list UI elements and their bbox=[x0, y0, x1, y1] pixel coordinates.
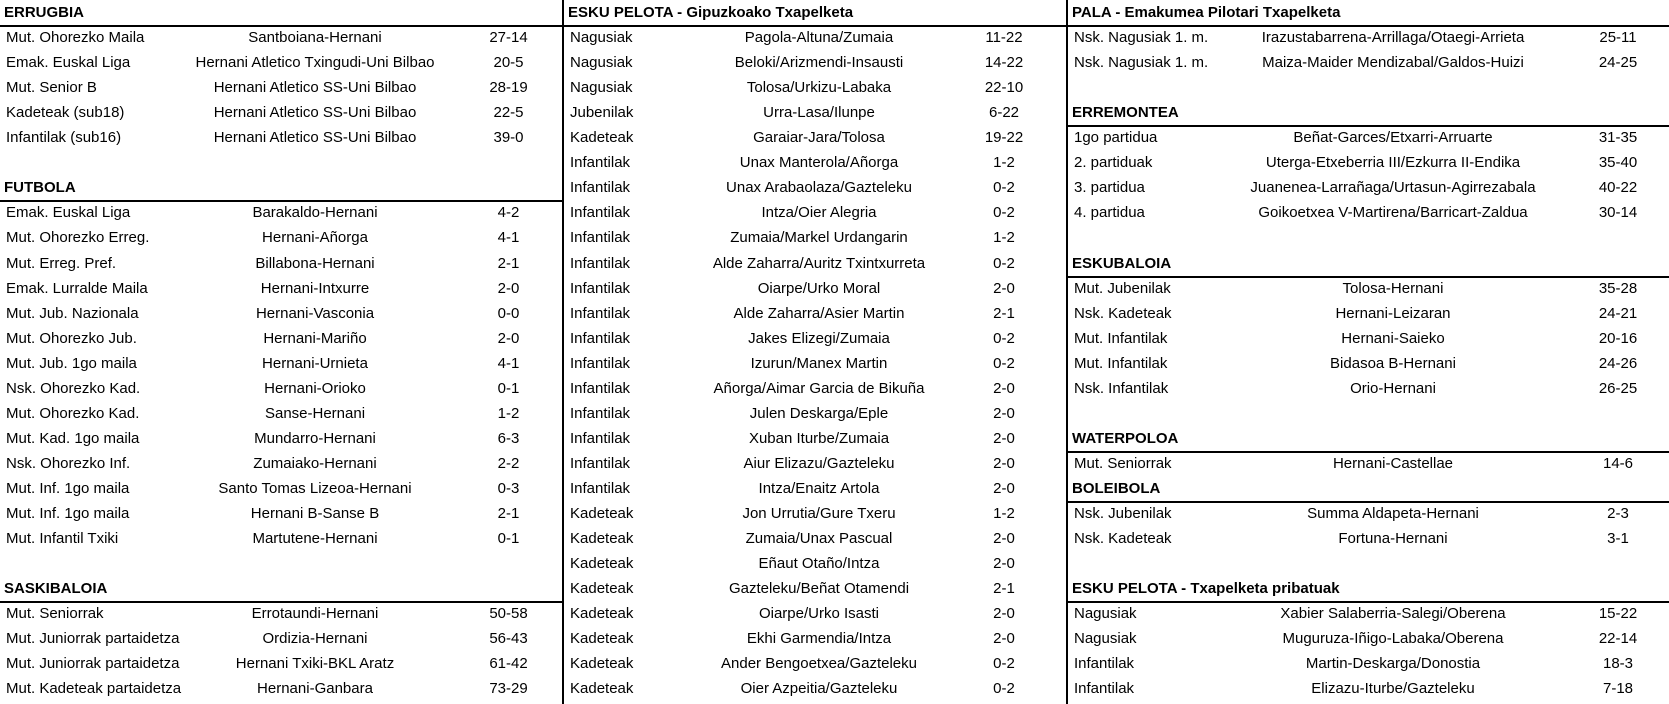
match-score: 24-25 bbox=[1598, 54, 1638, 72]
match-teams: Hernani-Ganbara bbox=[257, 680, 373, 698]
result-row bbox=[1068, 200, 1669, 225]
result-row bbox=[0, 75, 563, 100]
result-row bbox=[564, 376, 1069, 401]
match-teams: Hernani-Leizaran bbox=[1335, 304, 1451, 322]
match-teams: Sanse-Hernani bbox=[264, 404, 366, 422]
match-score: 2-0 bbox=[497, 279, 520, 297]
match-teams: Hernani-Castellae bbox=[1332, 454, 1454, 472]
result-row bbox=[564, 150, 1069, 175]
result-row bbox=[0, 276, 563, 301]
category-label: Nagusiak bbox=[570, 79, 633, 97]
section-header bbox=[1068, 476, 1669, 503]
match-score: 24-26 bbox=[1598, 354, 1638, 372]
match-teams: Jon Urrutia/Gure Txeru bbox=[742, 505, 896, 522]
result-row bbox=[564, 526, 1069, 551]
category-label: 4. partidua bbox=[1074, 204, 1145, 222]
result-row bbox=[564, 25, 1069, 50]
result-row bbox=[564, 175, 1069, 200]
result-row bbox=[0, 376, 563, 401]
result-row bbox=[564, 576, 1069, 601]
section-header bbox=[1068, 0, 1669, 27]
result-row bbox=[564, 401, 1069, 426]
category-label: Kadeteak bbox=[570, 680, 634, 698]
category-label: Kadeteak bbox=[570, 129, 634, 147]
category-label: Mut. Ohorezko Kad. bbox=[6, 404, 140, 422]
category-label: Infantilak bbox=[570, 454, 631, 472]
match-teams: Errotaundi-Hernani bbox=[251, 605, 379, 623]
match-score: 4-1 bbox=[497, 354, 520, 372]
match-score: 1-2 bbox=[993, 154, 1015, 172]
category-label: Mut. Erreg. Pref. bbox=[6, 254, 117, 272]
category-label: Mut. Kad. 1go maila bbox=[6, 429, 140, 447]
match-teams: Pagola-Altuna/Zumaia bbox=[744, 29, 894, 47]
category-label: Infantilak bbox=[570, 154, 631, 172]
match-teams: Hernani Atletico Txingudi-Uni Bilbao bbox=[195, 54, 435, 72]
result-row bbox=[1068, 326, 1669, 351]
match-teams: Billabona-Hernani bbox=[255, 254, 375, 272]
category-label: Infantilak bbox=[570, 254, 631, 272]
match-teams: Bidasoa B-Hernani bbox=[1330, 354, 1456, 372]
match-score: 2-1 bbox=[497, 505, 520, 522]
match-score: 6-3 bbox=[497, 429, 520, 447]
match-teams: Hernani Atletico SS-Uni Bilbao bbox=[213, 104, 417, 122]
category-label: 1go partidua bbox=[1074, 129, 1158, 147]
match-score: 2-0 bbox=[993, 555, 1015, 573]
match-teams: Xabier Salaberria-Salegi/Oberena bbox=[1280, 605, 1506, 623]
result-row bbox=[564, 100, 1069, 125]
match-score: 14-22 bbox=[984, 54, 1024, 72]
match-score: 3-1 bbox=[1607, 530, 1629, 548]
match-teams: Beloki/Arizmendi-Insausti bbox=[734, 54, 904, 72]
result-row bbox=[0, 225, 563, 250]
match-teams: Martutene-Hernani bbox=[252, 530, 378, 548]
category-label: 2. partiduak bbox=[1074, 154, 1153, 172]
match-teams: Izurun/Manex Martin bbox=[750, 354, 888, 372]
result-row bbox=[0, 451, 563, 476]
category-label: Jubenilak bbox=[570, 104, 634, 122]
category-label: Mut. Seniorrak bbox=[6, 605, 104, 623]
section-title: WATERPOLOA bbox=[1072, 429, 1179, 447]
match-score: 1-2 bbox=[993, 505, 1015, 522]
match-teams: Oiarpe/Urko Moral bbox=[757, 279, 881, 297]
match-teams: Hernani Atletico SS-Uni Bilbao bbox=[213, 129, 417, 147]
match-teams: Mundarro-Hernani bbox=[254, 429, 376, 447]
match-score: 2-0 bbox=[993, 530, 1015, 548]
match-score: 26-25 bbox=[1598, 379, 1638, 397]
match-teams: Tolosa/Urkizu-Labaka bbox=[746, 79, 892, 97]
match-teams: Alde Zaharra/Asier Martin bbox=[733, 304, 905, 322]
match-teams: Oiarpe/Urko Isasti bbox=[758, 605, 880, 623]
match-teams: Alde Zaharra/Auritz Txintxurreta bbox=[712, 254, 926, 272]
column-2 bbox=[562, 0, 1069, 704]
match-teams: Urra-Lasa/Ilunpe bbox=[763, 104, 875, 122]
match-teams: Aiur Elizazu/Gazteleku bbox=[743, 454, 895, 472]
result-row bbox=[0, 351, 563, 376]
category-label: Infantilak bbox=[570, 279, 631, 297]
section-title: ESKUBALOIA bbox=[1072, 254, 1172, 272]
match-score: 39-0 bbox=[493, 129, 524, 147]
result-row bbox=[1068, 276, 1669, 301]
category-label: Infantilak bbox=[570, 479, 631, 497]
category-label: Emak. Euskal Liga bbox=[6, 54, 131, 72]
result-row bbox=[0, 401, 563, 426]
section-header bbox=[1068, 100, 1669, 127]
category-label: Nagusiak bbox=[1074, 630, 1137, 648]
match-score: 2-0 bbox=[993, 404, 1015, 422]
category-label: Infantilak bbox=[570, 354, 631, 372]
section-header bbox=[1068, 426, 1669, 453]
result-row bbox=[0, 125, 563, 150]
category-label: Emak. Lurralde Maila bbox=[6, 279, 148, 297]
category-label: Infantilak bbox=[570, 379, 631, 397]
result-row bbox=[564, 351, 1069, 376]
match-score: 20-5 bbox=[493, 54, 524, 72]
match-teams: Zumaia/Markel Urdangarin bbox=[730, 229, 908, 247]
section-title: PALA - Emakumea Pilotari Txapelketa bbox=[1072, 4, 1341, 21]
match-teams: Ordizia-Hernani bbox=[262, 630, 368, 648]
category-label: Mut. Infantilak bbox=[1074, 329, 1168, 347]
match-score: 7-18 bbox=[1602, 680, 1634, 698]
match-score: 2-0 bbox=[993, 379, 1015, 397]
category-label: Mut. Jub. Nazionala bbox=[6, 304, 139, 322]
result-row bbox=[564, 276, 1069, 301]
match-score: 40-22 bbox=[1598, 179, 1638, 197]
match-score: 2-1 bbox=[993, 580, 1015, 598]
match-score: 56-43 bbox=[489, 630, 528, 648]
category-label: Kadeteak bbox=[570, 655, 634, 673]
category-label: Mut. Jub. 1go maila bbox=[6, 354, 137, 372]
match-score: 2-0 bbox=[993, 479, 1015, 497]
match-score: 22-5 bbox=[493, 104, 524, 122]
category-label: Nagusiak bbox=[1074, 605, 1137, 623]
match-teams: Goikoetxea V-Martirena/Barricart-Zaldua bbox=[1258, 204, 1528, 222]
result-row bbox=[564, 501, 1069, 526]
match-teams: Zumaiako-Hernani bbox=[253, 454, 377, 472]
match-teams: Eñaut Otaño/Intza bbox=[758, 555, 880, 573]
category-label: Infantilak (sub16) bbox=[6, 129, 122, 147]
category-label: Mut. Ohorezko Erreg. bbox=[6, 229, 150, 247]
category-label: Nsk. Ohorezko Inf. bbox=[6, 454, 131, 472]
category-label: Infantilak bbox=[570, 229, 631, 247]
result-row bbox=[564, 225, 1069, 250]
category-label: Kadeteak bbox=[570, 530, 634, 548]
category-label: Kadeteak bbox=[570, 555, 634, 573]
match-teams: Intza/Enaitz Artola bbox=[758, 479, 880, 497]
match-score: 0-2 bbox=[993, 329, 1015, 347]
match-teams: Santboiana-Hernani bbox=[248, 29, 382, 47]
match-score: 2-2 bbox=[497, 454, 520, 472]
match-teams: Gazteleku/Beñat Otamendi bbox=[728, 580, 910, 598]
match-teams: Intza/Oier Alegria bbox=[761, 204, 877, 222]
result-row bbox=[1068, 601, 1669, 626]
section-header bbox=[0, 175, 563, 202]
section-header bbox=[0, 576, 563, 603]
result-row bbox=[1068, 676, 1669, 701]
match-teams: Garaiar-Jara/Tolosa bbox=[753, 129, 885, 147]
result-row bbox=[0, 50, 563, 75]
match-score: 14-6 bbox=[1602, 454, 1634, 472]
column-1 bbox=[0, 0, 563, 704]
match-teams: Jakes Elizegi/Zumaia bbox=[748, 329, 890, 347]
match-teams: Zumaia/Unax Pascual bbox=[745, 530, 893, 548]
match-teams: Fortuna-Hernani bbox=[1338, 530, 1448, 548]
category-label: 3. partidua bbox=[1074, 179, 1145, 197]
category-label: Mut. Kadeteak partaidetza bbox=[6, 680, 182, 698]
match-teams: Oier Azpeitia/Gazteleku bbox=[740, 680, 898, 698]
result-row bbox=[1068, 301, 1669, 326]
category-label: Infantilak bbox=[570, 329, 631, 347]
match-score: 2-0 bbox=[993, 605, 1015, 623]
match-teams: Irazustabarrena-Arrillaga/Otaegi-Arrieta bbox=[1261, 29, 1525, 47]
result-row bbox=[0, 626, 563, 651]
result-row bbox=[0, 25, 563, 50]
section-header bbox=[564, 0, 1069, 27]
match-score: 2-1 bbox=[497, 254, 520, 272]
match-score: 1-2 bbox=[497, 404, 520, 422]
match-score: 2-0 bbox=[993, 279, 1015, 297]
result-row bbox=[564, 426, 1069, 451]
match-teams: Juanenea-Larrañaga/Urtasun-Agirrezabala bbox=[1250, 179, 1536, 197]
match-score: 24-21 bbox=[1598, 304, 1638, 322]
category-label: Infantilak bbox=[570, 429, 631, 447]
match-score: 2-3 bbox=[1607, 505, 1629, 522]
section-title: FUTBOLA bbox=[4, 179, 76, 197]
result-row bbox=[0, 251, 563, 276]
result-row bbox=[0, 501, 563, 526]
result-row bbox=[564, 676, 1069, 701]
match-score: 15-22 bbox=[1598, 605, 1638, 623]
result-row bbox=[1068, 526, 1669, 551]
category-label: Mut. Inf. 1go maila bbox=[6, 505, 130, 522]
section-title: SASKIBALOIA bbox=[4, 580, 108, 598]
match-teams: Beñat-Garces/Etxarri-Arruarte bbox=[1293, 129, 1493, 147]
match-teams: Hernani B-Sanse B bbox=[250, 505, 380, 522]
section-title: ERRUGBIA bbox=[4, 4, 85, 21]
match-teams: Xuban Iturbe/Zumaia bbox=[748, 429, 890, 447]
result-row bbox=[0, 476, 563, 501]
match-teams: Santo Tomas Lizeoa-Hernani bbox=[218, 479, 412, 497]
match-score: 18-3 bbox=[1602, 655, 1634, 673]
match-score: 27-14 bbox=[489, 29, 528, 47]
category-label: Nsk. Nagusiak 1. m. bbox=[1074, 29, 1209, 47]
result-row bbox=[564, 301, 1069, 326]
category-label: Nsk. Nagusiak 1. m. bbox=[1074, 54, 1209, 72]
match-score: 25-11 bbox=[1599, 29, 1637, 47]
category-label: Mut. Senior B bbox=[6, 79, 97, 97]
match-teams: Hernani-Vasconia bbox=[255, 304, 375, 322]
result-row bbox=[564, 601, 1069, 626]
category-label: Nagusiak bbox=[570, 54, 633, 72]
section-header bbox=[1068, 576, 1669, 603]
result-row bbox=[564, 551, 1069, 576]
match-teams: Elizazu-Iturbe/Gazteleku bbox=[1311, 680, 1475, 698]
category-label: Nsk. Kadeteak bbox=[1074, 530, 1172, 548]
result-row bbox=[0, 526, 563, 551]
match-teams: Orio-Hernani bbox=[1350, 379, 1436, 397]
result-row bbox=[564, 626, 1069, 651]
match-teams: Hernani-Intxurre bbox=[260, 279, 370, 297]
result-row bbox=[0, 426, 563, 451]
match-teams: Uterga-Etxeberria III/Ezkurra II-Endika bbox=[1265, 154, 1521, 172]
match-teams: Hernani Txiki-BKL Aratz bbox=[235, 655, 395, 673]
match-score: 2-0 bbox=[993, 429, 1015, 447]
category-label: Mut. Juniorrak partaidetza bbox=[6, 655, 180, 673]
category-label: Nagusiak bbox=[570, 29, 633, 47]
match-score: 35-40 bbox=[1598, 154, 1638, 172]
result-row bbox=[564, 125, 1069, 150]
match-teams: Hernani-Saieko bbox=[1341, 329, 1445, 347]
match-score: 31-35 bbox=[1598, 129, 1638, 147]
match-score: 0-1 bbox=[497, 530, 520, 548]
match-teams: Unax Manterola/Añorga bbox=[739, 154, 899, 172]
result-row bbox=[0, 676, 563, 701]
match-score: 22-14 bbox=[1598, 630, 1638, 648]
category-label: Infantilak bbox=[1074, 680, 1135, 698]
match-teams: Maiza-Maider Mendizabal/Galdos-Huizi bbox=[1262, 54, 1524, 72]
match-score: 11-22 bbox=[985, 29, 1023, 47]
match-score: 61-42 bbox=[489, 655, 528, 673]
category-label: Infantilak bbox=[570, 204, 631, 222]
match-score: 0-2 bbox=[993, 354, 1015, 372]
category-label: Infantilak bbox=[570, 179, 631, 197]
result-row bbox=[564, 251, 1069, 276]
section-header bbox=[0, 0, 563, 27]
result-row bbox=[1068, 451, 1669, 476]
match-teams: Unax Arabaolaza/Gazteleku bbox=[726, 179, 912, 197]
category-label: Infantilak bbox=[570, 404, 631, 422]
match-teams: Hernani-Añorga bbox=[262, 229, 368, 247]
match-teams: Julen Deskarga/Eple bbox=[749, 404, 889, 422]
category-label: Mut. Jubenilak bbox=[1074, 279, 1171, 297]
section-title: BOLEIBOLA bbox=[1072, 479, 1161, 497]
match-score: 0-3 bbox=[497, 479, 520, 497]
match-teams: Ekhi Garmendia/Intza bbox=[746, 630, 892, 648]
result-row bbox=[564, 200, 1069, 225]
match-score: 2-1 bbox=[993, 304, 1015, 322]
category-label: Nsk. Kadeteak bbox=[1074, 304, 1172, 322]
result-row bbox=[1068, 25, 1669, 50]
section-title: ESKU PELOTA - Gipuzkoako Txapelketa bbox=[568, 4, 854, 21]
result-row bbox=[0, 100, 563, 125]
result-row bbox=[1068, 351, 1669, 376]
category-label: Infantilak bbox=[570, 304, 631, 322]
category-label: Kadeteak (sub18) bbox=[6, 104, 125, 122]
result-row bbox=[1068, 50, 1669, 75]
category-label: Mut. Infantilak bbox=[1074, 354, 1168, 372]
category-label: Emak. Euskal Liga bbox=[6, 204, 131, 222]
category-label: Mut. Ohorezko Maila bbox=[6, 29, 145, 47]
match-teams: Hernani Atletico SS-Uni Bilbao bbox=[213, 79, 417, 97]
result-row bbox=[0, 651, 563, 676]
section-title: ESKU PELOTA - Txapelketa pribatuak bbox=[1072, 580, 1340, 598]
match-teams: Martin-Deskarga/Donostia bbox=[1305, 655, 1481, 673]
match-score: 0-0 bbox=[497, 304, 520, 322]
section-header bbox=[1068, 251, 1669, 278]
result-row bbox=[0, 601, 563, 626]
result-row bbox=[1068, 626, 1669, 651]
category-label: Infantilak bbox=[1074, 655, 1135, 673]
result-row bbox=[1068, 376, 1669, 401]
result-row bbox=[564, 651, 1069, 676]
category-label: Mut. Juniorrak partaidetza bbox=[6, 630, 180, 648]
category-label: Nsk. Ohorezko Kad. bbox=[6, 379, 141, 397]
result-row bbox=[564, 451, 1069, 476]
match-score: 0-2 bbox=[993, 179, 1015, 197]
category-label: Mut. Ohorezko Jub. bbox=[6, 329, 137, 347]
category-label: Nsk. Infantilak bbox=[1074, 379, 1169, 397]
match-score: 20-16 bbox=[1598, 329, 1638, 347]
match-teams: Tolosa-Hernani bbox=[1342, 279, 1444, 297]
category-label: Kadeteak bbox=[570, 605, 634, 623]
category-label: Kadeteak bbox=[570, 580, 634, 598]
match-teams: Muguruza-Iñigo-Labaka/Oberena bbox=[1282, 630, 1504, 648]
result-row bbox=[1068, 501, 1669, 526]
match-score: 0-2 bbox=[993, 655, 1015, 673]
match-score: 2-0 bbox=[993, 630, 1015, 648]
result-row bbox=[564, 476, 1069, 501]
match-score: 73-29 bbox=[489, 680, 528, 698]
match-score: 4-2 bbox=[497, 204, 520, 222]
match-score: 1-2 bbox=[993, 229, 1015, 247]
match-score: 50-58 bbox=[489, 605, 528, 623]
match-score: 4-1 bbox=[497, 229, 520, 247]
category-label: Nsk. Jubenilak bbox=[1074, 505, 1172, 522]
match-score: 0-1 bbox=[497, 379, 520, 397]
result-row bbox=[1068, 651, 1669, 676]
match-score: 0-2 bbox=[993, 254, 1015, 272]
result-row bbox=[1068, 125, 1669, 150]
match-score: 28-19 bbox=[489, 79, 528, 97]
result-row bbox=[1068, 150, 1669, 175]
match-score: 30-14 bbox=[1598, 204, 1638, 222]
match-teams: Hernani-Mariño bbox=[263, 329, 367, 347]
result-row bbox=[564, 75, 1069, 100]
match-teams: Barakaldo-Hernani bbox=[252, 204, 378, 222]
match-teams: Añorga/Aimar Garcia de Bikuña bbox=[713, 379, 925, 397]
result-row bbox=[1068, 175, 1669, 200]
match-teams: Ander Bengoetxea/Gazteleku bbox=[721, 655, 917, 673]
category-label: Kadeteak bbox=[570, 630, 634, 648]
result-row bbox=[0, 200, 563, 225]
match-score: 0-2 bbox=[993, 204, 1015, 222]
category-label: Kadeteak bbox=[570, 505, 634, 522]
result-row bbox=[564, 50, 1069, 75]
result-row bbox=[564, 326, 1069, 351]
match-teams: Summa Aldapeta-Hernani bbox=[1307, 505, 1479, 522]
match-teams: Hernani-Urnieta bbox=[262, 354, 368, 372]
category-label: Mut. Seniorrak bbox=[1074, 454, 1172, 472]
match-score: 19-22 bbox=[984, 129, 1024, 147]
category-label: Mut. Inf. 1go maila bbox=[6, 479, 130, 497]
match-score: 2-0 bbox=[993, 454, 1015, 472]
result-row bbox=[0, 301, 563, 326]
match-score: 35-28 bbox=[1598, 279, 1638, 297]
match-teams: Hernani-Orioko bbox=[264, 379, 366, 397]
category-label: Mut. Infantil Txiki bbox=[6, 530, 119, 548]
match-score: 0-2 bbox=[993, 680, 1015, 698]
match-score: 2-0 bbox=[497, 329, 520, 347]
result-row bbox=[0, 326, 563, 351]
section-title: ERREMONTEA bbox=[1072, 104, 1179, 122]
match-score: 6-22 bbox=[988, 104, 1020, 122]
column-3 bbox=[1066, 0, 1669, 704]
match-score: 22-10 bbox=[984, 79, 1024, 97]
